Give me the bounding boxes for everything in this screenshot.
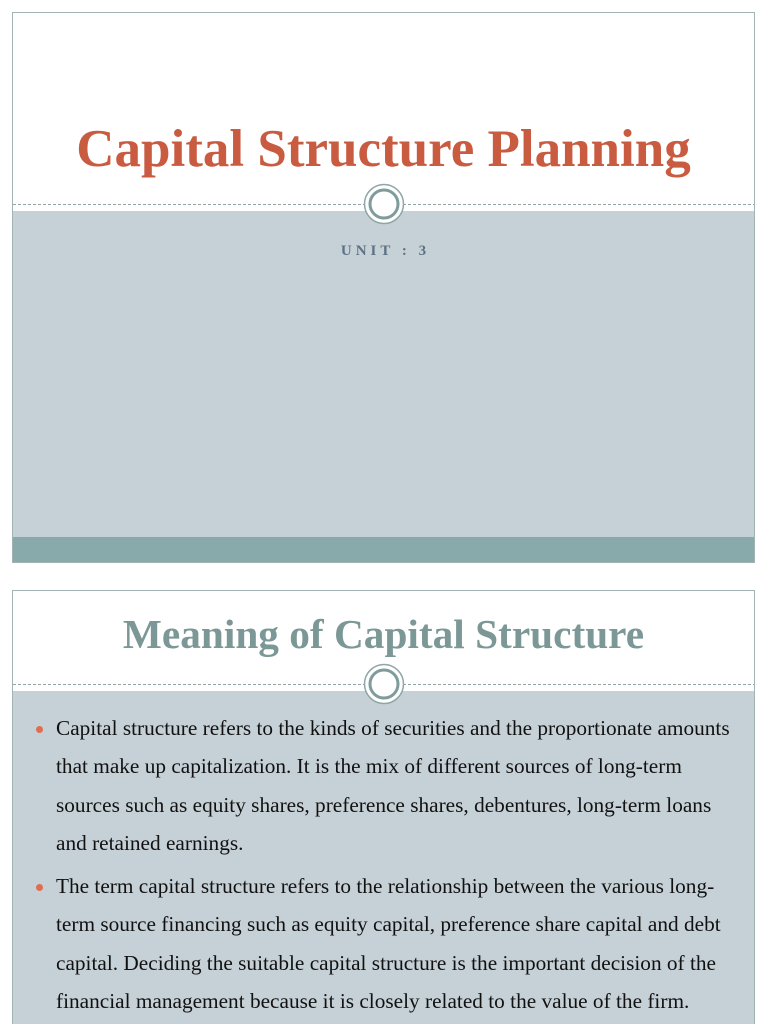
slide-title: Capital Structure Planning: [76, 120, 691, 178]
circle-ornament-icon: [363, 183, 405, 225]
bullet-text-line: capital. Deciding the suitable capital structure is the important decision of the: [56, 950, 716, 975]
bullet-item: [56, 867, 730, 1020]
circle-ornament-icon: [363, 663, 405, 705]
ornament-inner-ring: [370, 670, 398, 698]
slide-content-area: [13, 211, 754, 537]
slide-1: [12, 12, 755, 563]
bullet-text-line: term source financing such as equity capital, preference share capital and debt: [56, 912, 721, 937]
bullet-text-line: The term capital structure refers to the relationship between the various long-: [56, 874, 715, 899]
bullet-list: [56, 709, 730, 1020]
slide-title: Meaning of Capital Structure: [122, 611, 645, 657]
ornament-inner-ring: [370, 190, 398, 218]
bullet-item: [56, 709, 730, 862]
slide-2: [12, 590, 755, 1024]
bullet-text-line: that make up capitalization. It is the mix of different sources of long-term: [56, 754, 682, 779]
bullet-text-line: financial management because it is closely related to the value of the firm.: [56, 989, 690, 1014]
bullet-dot-icon: [36, 884, 43, 891]
slide-content-area: [13, 691, 754, 1024]
slide-footer-band: [13, 537, 754, 562]
bullet-text-line: sources such as equity shares, preference shares, debentures, long-term loans: [56, 792, 712, 817]
slide-subtitle: UNIT : 3: [340, 243, 431, 259]
bullet-dot-icon: [36, 726, 43, 733]
bullet-text-line: Capital structure refers to the kinds of securities and the proportionate amounts: [56, 716, 730, 740]
bullet-text-line: and retained earnings.: [56, 830, 244, 855]
